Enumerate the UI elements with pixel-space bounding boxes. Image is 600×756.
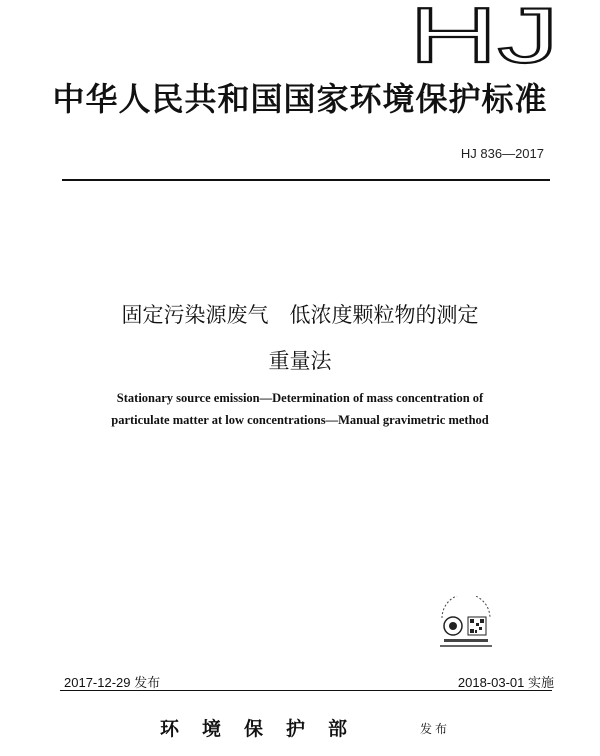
publisher-name: 环境保护部 [160,718,371,740]
hj-logo [405,2,563,68]
footer-rule [60,690,552,691]
title-chinese-line1: 固定污染源废气 低浓度颗粒物的测定 [121,303,479,327]
implementation-date: 2018-03-01 实施 [457,675,554,690]
issue-date: 2017-12-29 发布 [64,675,161,690]
hj-logo-text: HJ [409,2,559,68]
title-english-line1: Stationary source emission—Determination of mass concentration of [116,391,484,405]
standard-number: HJ 836—2017 [460,146,544,161]
anti-counterfeit-seal-icon [432,596,500,656]
header-rule [62,179,550,181]
organization-title: 中华人民共和国国家环境保护标准 [52,80,548,118]
title-chinese-line2: 重量法 [268,349,332,373]
publish-label: 发布 [420,722,451,736]
title-english-line2: particulate matter at low concentrations—Manual gravimetric method [111,413,489,427]
